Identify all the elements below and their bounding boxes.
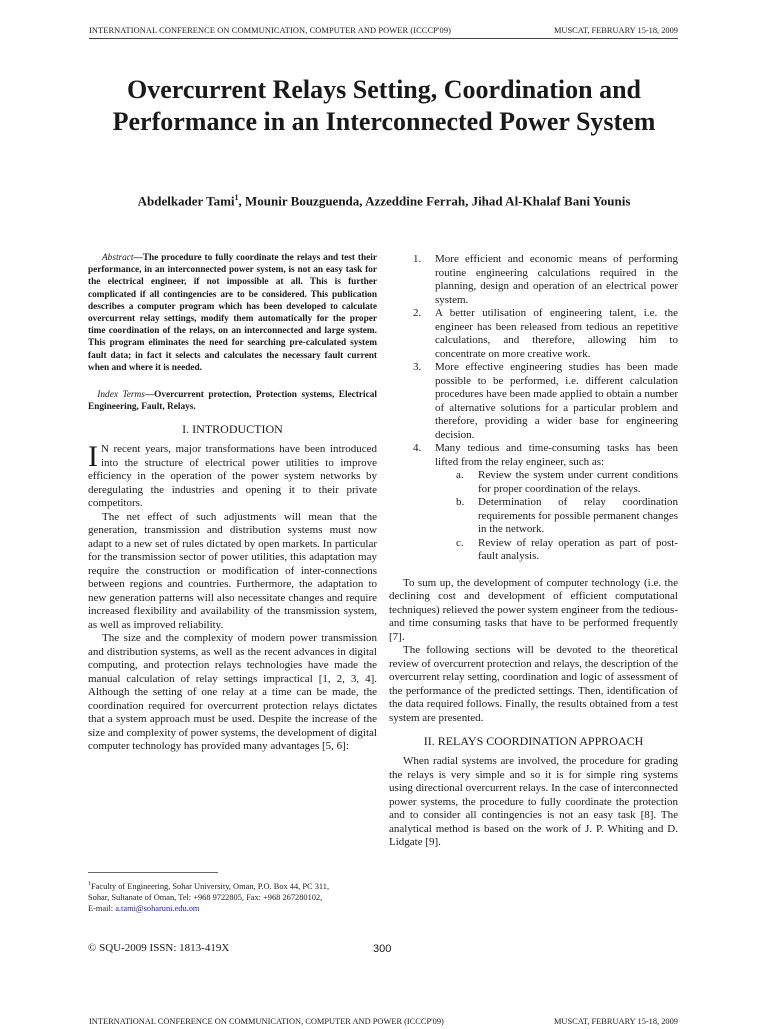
sub-item-letter: a. [456, 469, 464, 481]
intro-paragraph-1 [88, 440, 377, 511]
sub-item-text: Review of relay operation as part of post-fault analysis. [478, 536, 678, 562]
email-link[interactable]: a.tami@soharuni.edu.om [115, 903, 200, 913]
issn-footer: © SQU-2009 ISSN: 1813-419X [88, 942, 230, 954]
outline-paragraph: The following sections will be devoted to the theoretical review of overcurrent protection and relays, the description of the overcurrent relay setting, coordination and logic of assessment of the performance of the predicted settings. Then, identification of the data required follows. Finally, the results obtained from a test system are presented. [389, 644, 678, 724]
sub-item-text: Review the system under current conditions for proper coordination of the relays. [478, 469, 678, 495]
other-authors: , Mounir Bouzguenda, Azzeddine Ferrah, Jihad Al-Khalaf Bani Younis [238, 193, 631, 209]
footnote-line-2: Sohar, Sultanate of Oman, Tel: +968 9722805, Fax: +968 267280102, [88, 892, 323, 902]
index-terms-text: —Overcurrent protection, Protection systems, Electrical Engineering, Fault, Relays. [88, 390, 377, 413]
abstract-label: Abstract [102, 253, 134, 263]
intro-paragraph-3: The size and the complexity of modern power transmission and distribution systems, as well as the recent advances in digital computing, and protection relays technologies have made the manual calculation of relay settings impractical [1, 2, 3, 4]. Although the setting of one relay at a time can be made, the coordination required for overcurrent protection relays dictates that a system approach must be used. Despite the increase of the size and complexity of power systems, the development of digital computer technology has provided many advantages [5, 6]: [88, 632, 377, 753]
footnote-mark: 1 [88, 881, 91, 887]
index-terms [88, 389, 377, 413]
page-number: 300 [373, 943, 392, 955]
paper-title: Overcurrent Relays Setting, Coordination and Performance in an Interconnected Power System [112, 75, 656, 136]
running-header [89, 26, 678, 38]
affiliation-footnote [88, 879, 388, 914]
index-terms-label: Index Terms [97, 390, 145, 401]
conference-location-date: MUSCAT, FEBRUARY 15-18, 2009 [553, 26, 678, 35]
sub-list-item [389, 496, 678, 537]
list-item [389, 253, 678, 307]
next-page-conference-name: INTERNATIONAL CONFERENCE ON COMMUNICATION, COMPUTER AND POWER (ICCCP'09) [89, 1017, 444, 1026]
header-rule [89, 38, 678, 39]
list-item-text: A better utilisation of engineering talent, i.e. the engineer has been released from tedious an repetitive calculations, and therefore, allowing him to concentrate on more creative work. [435, 307, 678, 360]
footnote-line-1: Faculty of Engineering, Sohar University, Oman, P.O. Box 44, PC 311, [91, 881, 330, 891]
list-item [389, 442, 678, 469]
list-item [389, 361, 678, 442]
next-page-location-date: MUSCAT, FEBRUARY 15-18, 2009 [553, 1017, 678, 1026]
sub-list-item [389, 469, 678, 496]
conference-name: INTERNATIONAL CONFERENCE ON COMMUNICATION, COMPUTER AND POWER (ICCCP'09) [89, 26, 452, 35]
section-heading-introduction: I. INTRODUCTION [182, 422, 283, 437]
list-item-number: 3. [413, 361, 422, 373]
list-item-text: More efficient and economic means of performing routine engineering calculations required in the planning, design and operation of an electrical power system. [435, 253, 678, 306]
intro-paragraph-2: The net effect of such adjustments will mean that the generation, transmission and distribution systems must now adapt to a new set of rules dictated by open markets. In particular for the transmission sector of power utilities, this adaptation may require the construction or modification of inter-connections between regions and countries. Furthermore, the adaptation to new generation patterns will also necessitate changes and require increased flexibility and availability of the transmission system, as well as improved reliability. [88, 510, 377, 631]
list-item [389, 307, 678, 361]
list-item-number: 4. [413, 442, 422, 454]
footnote-rule [88, 872, 218, 873]
email-label: E-mail: [88, 903, 116, 913]
list-item-number: 1. [413, 253, 422, 265]
next-page-header [89, 1017, 678, 1029]
right-column [389, 253, 678, 850]
affiliation-mark: 1 [234, 193, 239, 202]
list-item-number: 2. [413, 307, 422, 319]
advantages-list [389, 253, 678, 469]
abstract-text: —The procedure to fully coordinate the relays and test their performance, in an interconnected power system, is not an easy task for the electrical engineer, if not impossible at all. This is further complicated if all contingencies are to be considered. This publication describes a computer program which has been developed to calculate overcurrent relay settings, modify them automatically for the proper time coordination of the relays, on an interconnected and large system. This program eliminates the need for searching pre-calculated system fault data; in fact it selects and calculates the necessary fault current when and where it is needed. [88, 253, 377, 373]
drop-cap: I [88, 440, 98, 474]
list-item-text: More effective engineering studies has been made possible to be performed, i.e. different calculation procedures have been made applied to obtain a number of alternative solutions for a particular problem and therefore, providing a wider base for engineering decision. [435, 361, 678, 441]
author-line [80, 193, 688, 209]
section-heading-coordination: II. RELAYS COORDINATION APPROACH [423, 734, 644, 748]
sub-item-letter: c. [456, 536, 464, 549]
sub-item-text: Determination of relay coordination requirements for possible permanent changes in the network. [478, 496, 678, 535]
sub-list-item [389, 537, 678, 564]
summary-paragraph: To sum up, the development of computer technology (i.e. the declining cost and development of efficient computational techniques) relieved the power system engineer from the tedious- and time consuming tasks that have to be performed frequently [7]. [389, 576, 678, 643]
intro-paragraph-1-text: N recent years, major transformations have been introduced into the structure of electrical power utilities to improve efficiency in the operation of the power system networks by deregulating the industries and opening it to their private competitors. [88, 443, 377, 510]
sub-list [389, 469, 678, 564]
abstract [88, 252, 377, 374]
left-column [88, 252, 377, 754]
first-author: Abdelkader Tami [137, 193, 235, 209]
sub-item-letter: b. [456, 496, 465, 508]
list-item-text: Many tedious and time-consuming tasks has been lifted from the relay engineer, such as: [435, 442, 678, 468]
coordination-paragraph: When radial systems are involved, the procedure for grading the relays is very simple and so it is for simple ring systems using directional overcurrent relays. In the case of interconnected power systems, the procedure to fully coordinate the protection and to consider all contingencies is not an easy task [8]. The analytical method is based on the work of J. P. Whiting and D. Lidgate [9]. [389, 755, 678, 848]
